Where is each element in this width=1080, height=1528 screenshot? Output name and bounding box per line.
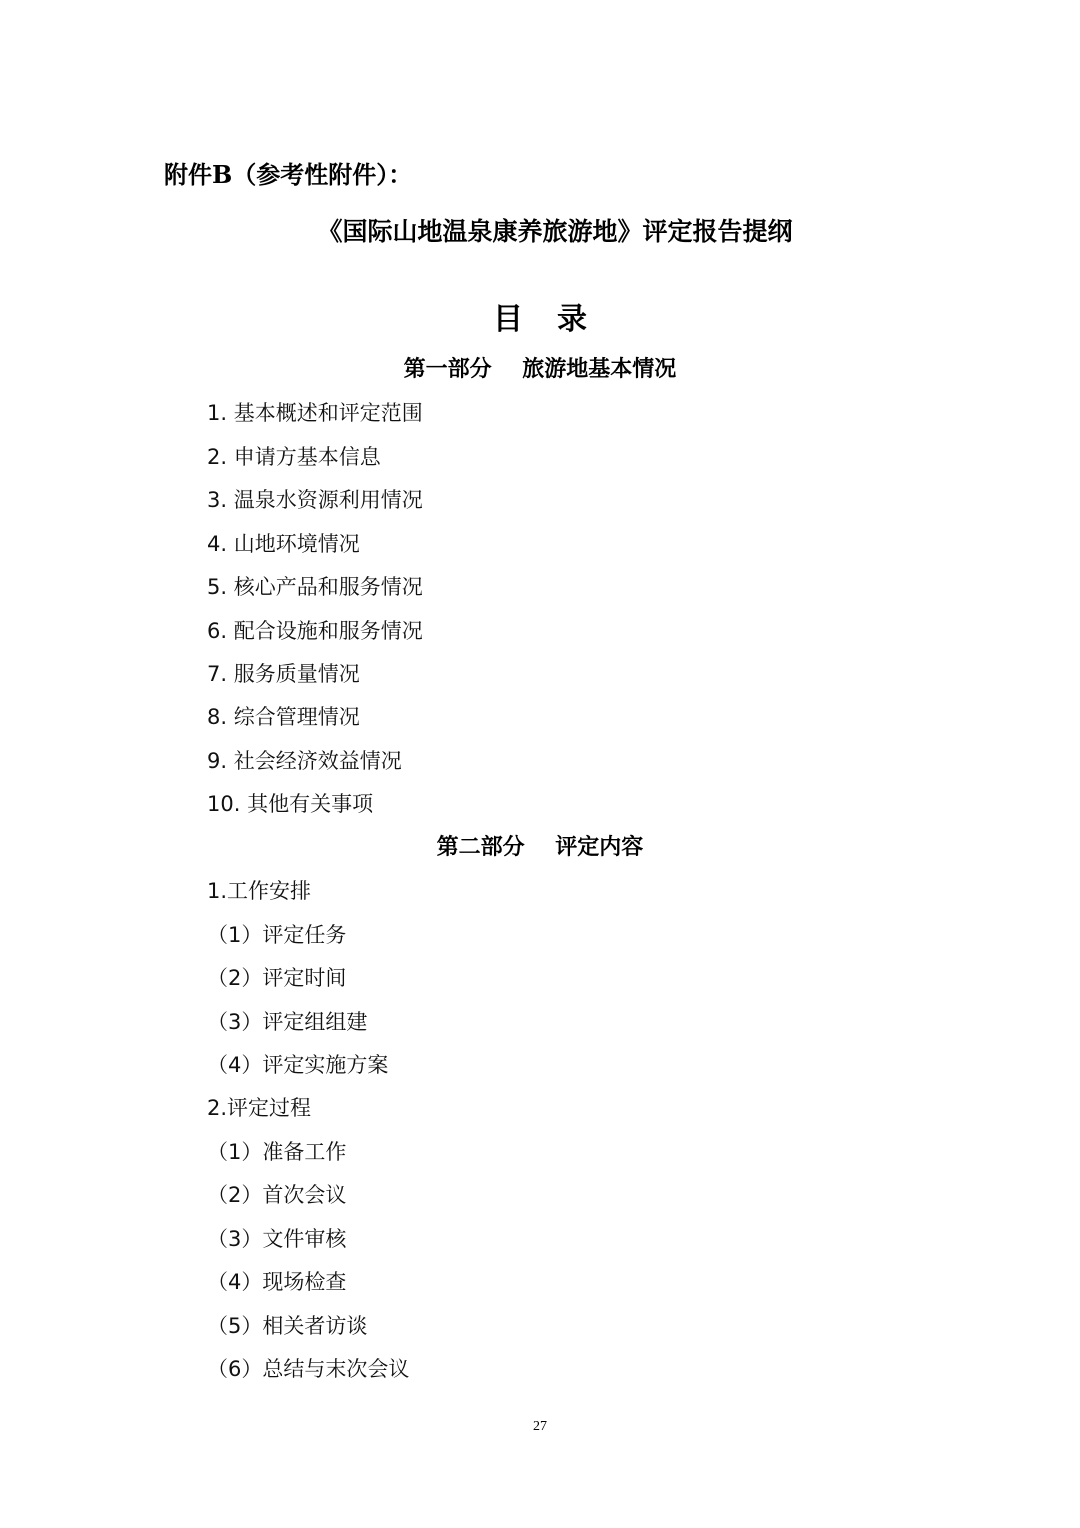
toc-item: 3. 温泉水资源利用情况	[207, 488, 423, 512]
toc-item: 9. 社会经济效益情况	[207, 749, 402, 773]
part1-title: 第一部分 旅游地基本情况	[403, 356, 677, 382]
toc-item: 10. 其他有关事项	[207, 792, 374, 816]
toc-item: 2. 申请方基本信息	[207, 445, 381, 469]
toc-item: 6. 配合设施和服务情况	[207, 619, 423, 643]
toc-subitem: （2）评定时间	[207, 966, 347, 990]
toc-item: 2.评定过程	[207, 1096, 312, 1120]
toc-item: 5. 核心产品和服务情况	[207, 575, 423, 599]
toc-item: 1. 基本概述和评定范围	[207, 401, 423, 425]
toc-item: 8. 综合管理情况	[207, 705, 360, 729]
toc-subitem: （5）相关者访谈	[207, 1314, 368, 1338]
page-number: 27	[533, 1419, 547, 1434]
document-title: 《国际山地温泉康养旅游地》评定报告提纲	[317, 217, 793, 246]
toc-subitem: （6）总结与末次会议	[207, 1357, 410, 1381]
toc-subitem: （2）首次会议	[207, 1183, 347, 1207]
toc-subitem: （1）评定任务	[207, 923, 347, 947]
part2-title: 第二部分 评定内容	[436, 834, 644, 860]
annex-label: 附件B（参考性附件）：	[164, 160, 413, 189]
toc-item: 7. 服务质量情况	[207, 662, 360, 686]
toc-subitem: （1）准备工作	[207, 1140, 347, 1164]
toc-item: 1.工作安排	[207, 879, 312, 903]
toc-subitem: （4）评定实施方案	[207, 1053, 389, 1077]
toc-item: 4. 山地环境情况	[207, 532, 360, 556]
toc-subitem: （3）评定组组建	[207, 1010, 368, 1034]
toc-title: 目录	[493, 302, 621, 337]
toc-subitem: （4）现场检查	[207, 1270, 347, 1294]
toc-subitem: （3）文件审核	[207, 1227, 347, 1251]
